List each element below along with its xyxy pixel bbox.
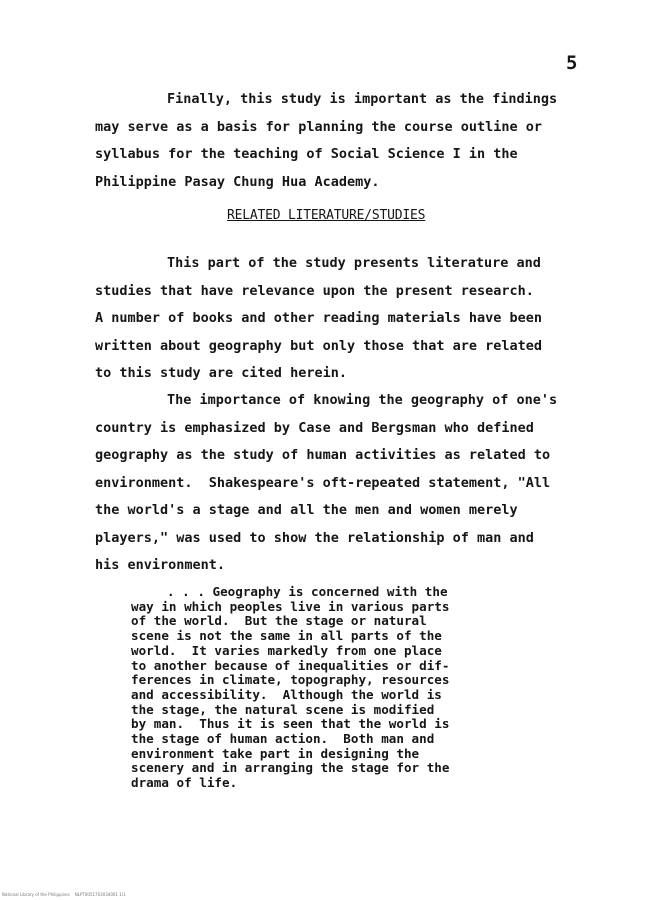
quote-line: drama of life.	[131, 775, 238, 791]
text-line: may serve as a basis for planning the course outline or	[95, 118, 543, 135]
text-line: to this study are cited herein.	[95, 365, 347, 381]
quote-line: environment take part in designing the	[131, 745, 420, 761]
text-line: environment. Shakespeare's oft-repeated statement, "All	[95, 474, 551, 491]
page-number: 5	[566, 52, 578, 74]
text-line: the world's a stage and all the men and women merely	[95, 502, 518, 518]
text-line: players," was used to show the relationship of man and	[95, 529, 534, 546]
text-line: This part of the study presents literature and	[167, 255, 541, 271]
text-line: geography as the study of human activities as related to	[95, 447, 551, 463]
block-quote	[131, 585, 531, 791]
quote-line: way in which peoples live in various parts	[131, 598, 450, 614]
text-line: written about geography but only those that are related	[95, 337, 543, 354]
text-line: The importance of knowing the geography of one's	[167, 392, 558, 408]
quote-line: by man. Thus it is seen that the world is	[131, 716, 450, 732]
paragraph-literature-intro	[95, 250, 595, 388]
quote-line: and accessibility. Although the world is	[131, 686, 442, 702]
text-line: country is emphasized by Case and Bergsman who defined	[95, 419, 534, 436]
quote-line: scene is not the same in all parts of the	[131, 628, 442, 644]
quote-line: . . . Geography is concerned with the	[167, 584, 448, 599]
quote-line: ferences in climate, topography, resources	[131, 672, 450, 688]
paragraph-significance	[95, 86, 595, 196]
text-line: his environment.	[95, 557, 226, 573]
text-line: studies that have relevance upon the present research.	[95, 282, 534, 299]
quote-line: to another because of inequalities or dif-	[131, 657, 450, 673]
paragraph-geography-importance	[95, 387, 595, 580]
quote-line: of the world. But the stage or natural	[131, 613, 427, 629]
section-heading: RELATED LITERATURE/STUDIES	[227, 208, 426, 223]
quote-line: the stage, the natural scene is modified	[131, 701, 435, 717]
text-line: syllabus for the teaching of Social Science I in the	[95, 146, 518, 162]
text-line: Finally, this study is important as the findings	[167, 91, 558, 107]
quote-line: the stage of human action. Both man and	[131, 731, 435, 747]
scan-footer: National Library of the Philippines NLPT0051703034001 1/1	[2, 892, 126, 897]
quote-line: scenery and in arranging the stage for the	[131, 760, 450, 776]
quote-line: world. It varies markedly from one place	[131, 642, 442, 658]
text-line: Philippine Pasay Chung Hua Academy.	[95, 173, 380, 190]
text-line: A number of books and other reading materials have been	[95, 310, 543, 326]
